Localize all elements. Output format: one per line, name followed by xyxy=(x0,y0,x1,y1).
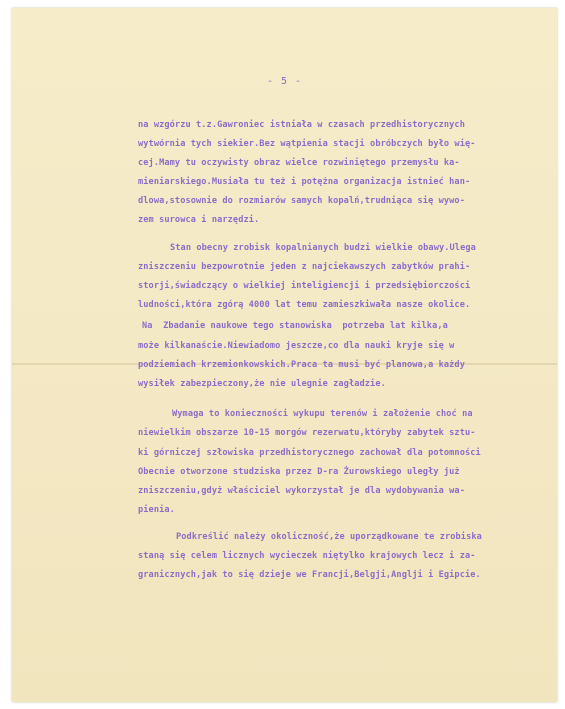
text-line: zem surowca i narzędzi. xyxy=(138,215,260,225)
text-line: Wymaga to konieczności wykupu terenów i założenie choć na xyxy=(172,409,473,419)
typed-text-body xyxy=(12,8,557,580)
text-line: pienia. xyxy=(138,505,175,515)
text-line: dlowa,stosownie do rozmiarów samych kopalń,trudniąca się wywo- xyxy=(138,196,465,206)
paper-sheet xyxy=(12,8,557,702)
text-line: może kilkanaście.Niewiadomo jeszcze,co dla nauki kryje się w xyxy=(138,341,455,351)
text-line: Obecnie otworzone studziska przez D-ra Żurowskiego uległy już xyxy=(138,467,460,477)
text-line: wysiłek zabezpieczony,że nie ulegnie zagładzie. xyxy=(138,379,386,389)
text-line: wytwórnia tych siekier.Bez wątpienia stacji obróbczych było wię- xyxy=(138,139,476,149)
text-line: storji,świadczący o wielkiej inteligiencji i przedsiębiorczości xyxy=(138,281,471,291)
text-line: mieniarskiego.Musiała tu też i potężna organizacja istnieć han- xyxy=(138,177,471,187)
text-line: staną się celem licznych wycieczek niętylko krajowych lecz i za- xyxy=(138,551,476,561)
text-line: zniszczeniu,gdyż właściciel wykorzystał je dla wydobywania wa- xyxy=(138,486,465,496)
text-line: zniszczeniu bezpowrotnie jeden z najciekawszych zabytków prahi- xyxy=(138,262,471,272)
text-line: ludności,która zgórą 4000 lat temu zamieszkiwała nasze okolice. xyxy=(138,300,471,310)
text-line: niewielkim obszarze 10-15 morgów rezerwatu,któryby zabytek sztu- xyxy=(138,428,476,438)
page-number: - 5 - xyxy=(266,76,303,87)
text-line: ki górniczej szłowiska przedhistorycznego zachował dla potomności xyxy=(138,448,481,458)
text-line: podziemiach krzemionkowskich.Praca ta musi być planowa,a każdy xyxy=(138,360,465,370)
text-line: Podkreślić należy okoliczność,że uporządkowane te zrobiska xyxy=(176,532,482,542)
text-line: granicznych,jak to się dzieje we Francji,Belgji,Anglji i Egipcie. xyxy=(138,570,481,580)
text-line: cej.Mamy tu oczywisty obraz wielce rozwiniętego przemysłu ka- xyxy=(138,158,460,168)
text-line: na wzgórzu t.z.Gawroniec istniała w czasach przedhistorycznych xyxy=(138,120,465,130)
text-line: Na Zbadanie naukowe tego stanowiska potrzeba lat kilka,a xyxy=(142,321,448,331)
text-line: Stan obecny zrobisk kopalnianych budzi wielkie obawy.Ulega xyxy=(170,243,476,253)
